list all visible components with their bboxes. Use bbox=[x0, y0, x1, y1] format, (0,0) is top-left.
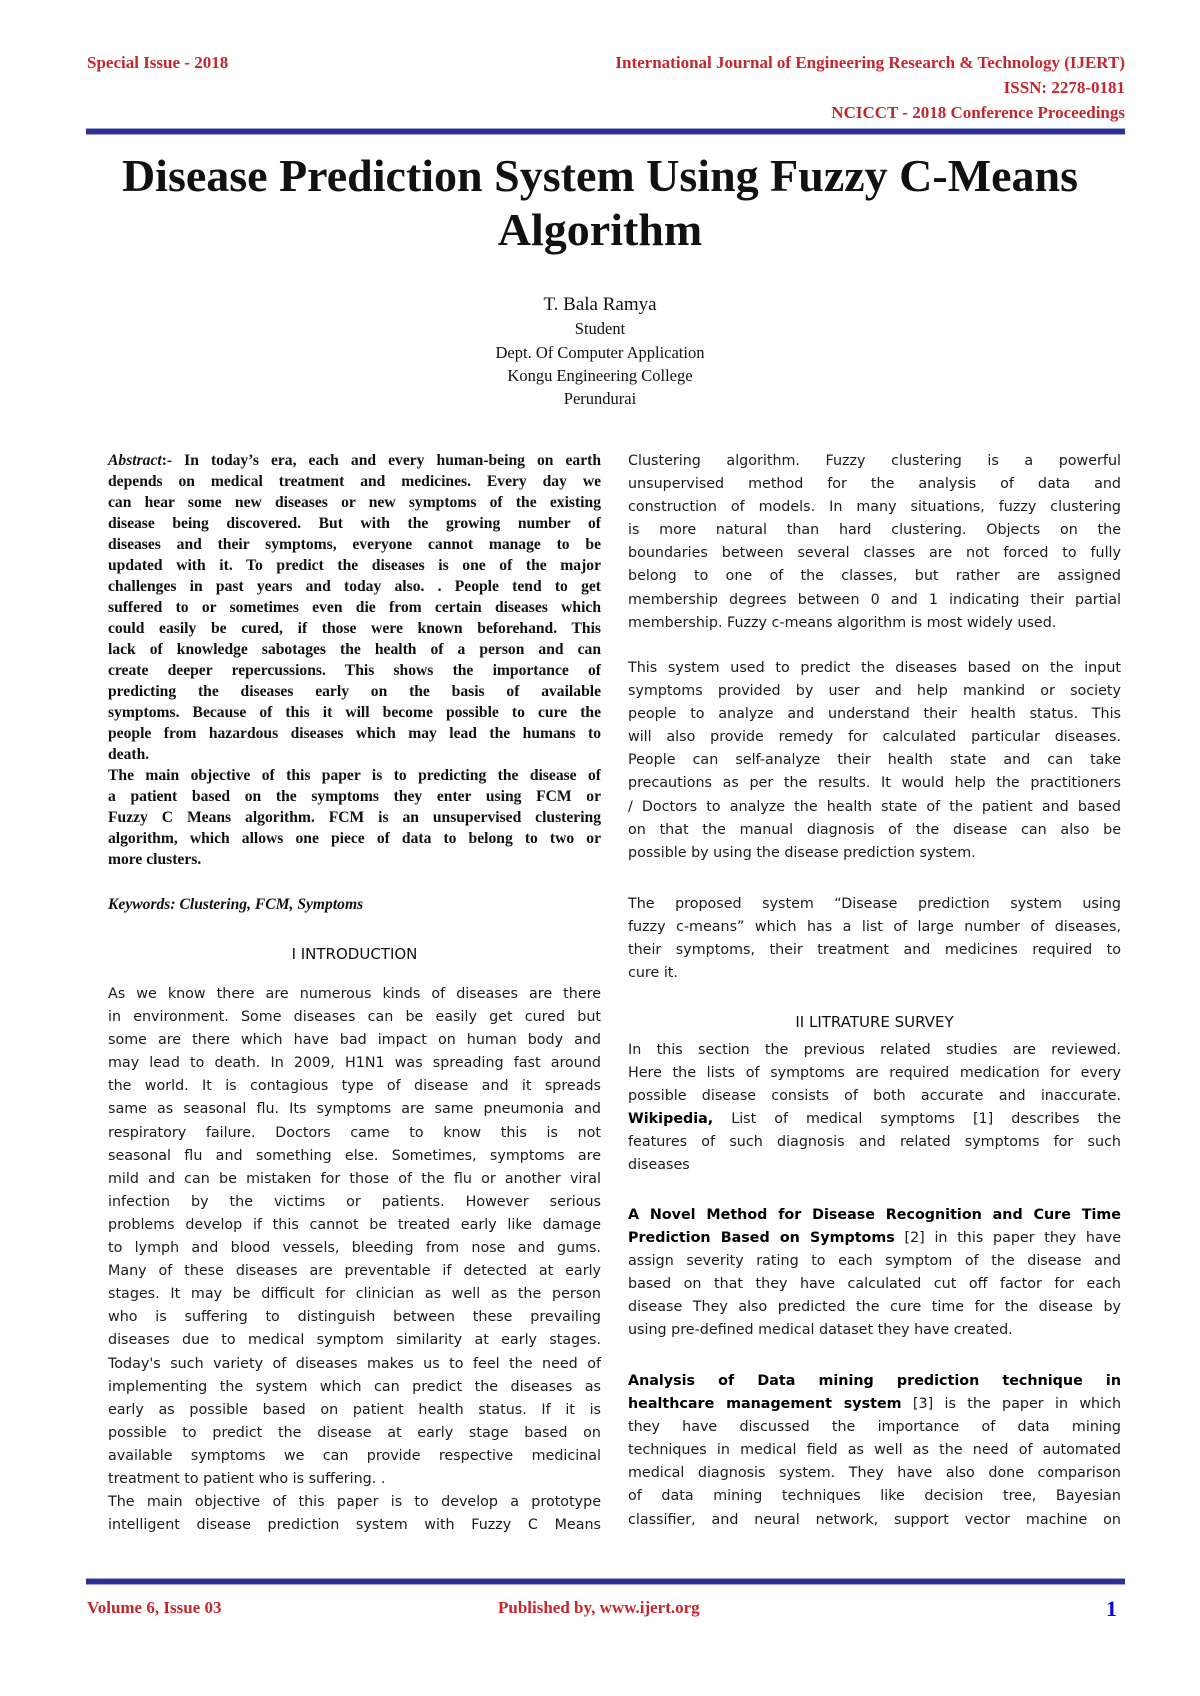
header-journal: International Journal of Engineering Research & Technology (IJERT) bbox=[615, 53, 1125, 72]
text-line: the world. It is contagious type of disease and it spreads bbox=[108, 1078, 601, 1095]
text-segment: [3] is the paper in which bbox=[901, 1396, 1122, 1413]
text-line: updated with it. To predict the diseases is one of the major bbox=[108, 557, 601, 574]
text-line: symptoms. Because of this it will become possible to cure the bbox=[108, 704, 601, 721]
text-line: medical diagnosis system. They have also done comparison bbox=[628, 1465, 1121, 1482]
footer-volume: Volume 6, Issue 03 bbox=[87, 1598, 222, 1617]
text-line: membership. Fuzzy c-means algorithm is most widely used. bbox=[628, 614, 1057, 631]
text-line: The main objective of this paper is to predicting the disease of bbox=[108, 767, 601, 784]
text-line: This system used to predict the diseases based on the input bbox=[628, 660, 1121, 676]
text-line bbox=[628, 1370, 1121, 1393]
text-line: Fuzzy C Means algorithm. FCM is an unsupervised clustering bbox=[108, 809, 601, 826]
header-divider bbox=[86, 129, 1125, 134]
text-line: they have discussed the importance of data mining bbox=[628, 1419, 1121, 1436]
text-line: could easily be cured, if those were known beforehand. This bbox=[108, 620, 601, 637]
text-line: is more natural than hard clustering. Objects on the bbox=[628, 522, 1121, 539]
text-line: cure it. bbox=[628, 965, 678, 982]
text-line bbox=[108, 450, 601, 471]
text-line bbox=[628, 1227, 1121, 1250]
text-line: to lymph and blood vessels, bleeding from nose and gums. bbox=[108, 1240, 601, 1257]
italic-text: Abstract bbox=[108, 452, 162, 469]
system-paragraph bbox=[628, 657, 1121, 865]
literature-survey-paragraph bbox=[628, 1039, 1121, 1178]
text-line: / Doctors to analyze the health state of the patient and based bbox=[628, 798, 1121, 815]
text-line: a patient based on the symptoms they enter using FCM or bbox=[108, 788, 601, 805]
text-line: respiratory failure. Doctors came to know this is not bbox=[108, 1124, 601, 1141]
bold-text: Prediction Based on Symptoms bbox=[628, 1230, 895, 1247]
text-line: disease They also predicted the cure time for the disease by bbox=[628, 1299, 1121, 1316]
paper-title-line-1: Disease Prediction System Using Fuzzy C-Means bbox=[121, 150, 1079, 201]
text-line: challenges in past years and today also. . People tend to get bbox=[108, 578, 601, 595]
text-line: treatment to patient who is suffering. . bbox=[108, 1470, 386, 1487]
text-line: based on that they have calculated cut off factor for each bbox=[628, 1276, 1121, 1293]
text-line bbox=[628, 1204, 1121, 1227]
text-line: The proposed system “Disease prediction system using bbox=[628, 896, 1121, 912]
text-line: intelligent disease prediction system with Fuzzy C Means bbox=[108, 1517, 601, 1534]
text-line: The main objective of this paper is to develop a prototype bbox=[108, 1494, 601, 1511]
text-line: using pre-defined medical dataset they have created. bbox=[628, 1322, 1013, 1339]
text-line: death. bbox=[108, 746, 150, 763]
text-line: can hear some new diseases or new symptoms of the existing bbox=[108, 494, 601, 511]
text-line bbox=[628, 1108, 1121, 1131]
text-line: precautions as per the results. It would help the practitioners bbox=[628, 775, 1121, 792]
text-line: create deeper repercussions. This shows the importance of bbox=[108, 662, 601, 679]
header-issn: ISSN: 2278-0181 bbox=[1003, 78, 1125, 97]
novel-method-paragraph bbox=[628, 1204, 1121, 1343]
text-line: suffered to or sometimes even die from certain diseases which bbox=[108, 599, 601, 616]
header-conference: NCICCT - 2018 Conference Proceedings bbox=[831, 103, 1125, 122]
proposed-system-paragraph bbox=[628, 893, 1121, 985]
text-line: more clusters. bbox=[108, 851, 202, 868]
text-line: who is suffering to distinguish between these prevailing bbox=[108, 1309, 601, 1326]
text-line: assign severity rating to each symptom of the disease and bbox=[628, 1253, 1121, 1270]
bold-text: healthcare management system bbox=[628, 1396, 902, 1413]
text-line: of data mining techniques like decision tree, Bayesian bbox=[628, 1488, 1121, 1505]
text-line: possible disease consists of both accurate and inaccurate. bbox=[628, 1088, 1121, 1105]
author-college: Kongu Engineering College bbox=[507, 366, 693, 385]
author-name: T. Bala Ramya bbox=[543, 294, 657, 315]
text-line: implementing the system which can predict the diseases as bbox=[108, 1378, 601, 1395]
header-issue: Special Issue - 2018 bbox=[87, 53, 229, 72]
text-line: seasonal flu and something else. Sometimes, symptoms are bbox=[108, 1147, 601, 1164]
text-line: mild and can be mistaken for those of the flu or another viral bbox=[108, 1170, 601, 1187]
footer-publisher: Published by, www.ijert.org bbox=[498, 1598, 700, 1617]
section-heading-introduction: I INTRODUCTION bbox=[291, 945, 418, 963]
bold-text: A Novel Method for Disease Recognition and Cure Time bbox=[628, 1207, 1121, 1223]
text-line: unsupervised method for the analysis of data and bbox=[628, 476, 1121, 493]
text-line: problems develop if this cannot be treated early like damage bbox=[108, 1216, 601, 1233]
text-line: algorithm, which allows one piece of data to belong to two or bbox=[108, 830, 601, 847]
text-line: symptoms provided by user and help mankind or society bbox=[628, 683, 1121, 700]
text-line: same as seasonal flu. Its symptoms are same pneumonia and bbox=[108, 1101, 601, 1118]
bold-text: Analysis of Data mining prediction technique in bbox=[628, 1373, 1121, 1389]
text-line: Here the lists of symptoms are required medication for every bbox=[628, 1065, 1121, 1082]
bold-text: Wikipedia, bbox=[628, 1111, 714, 1128]
text-line: disease being discovered. But with the growing number of bbox=[108, 515, 601, 532]
section-heading-literature-survey: II LITRATURE SURVEY bbox=[795, 1013, 954, 1031]
text-line: diseases bbox=[628, 1157, 690, 1174]
text-line: belong to one of the classes, but rather are assigned bbox=[628, 568, 1121, 585]
text-line: people from hazardous diseases which may lead the humans to bbox=[108, 725, 601, 742]
text-line: stages. It may be difficult for clinician as well as the person bbox=[108, 1286, 601, 1303]
text-line: will also provide remedy for calculated particular diseases. bbox=[628, 729, 1121, 746]
clustering-paragraph bbox=[628, 450, 1121, 635]
text-line: membership degrees between 0 and 1 indicating their partial bbox=[628, 591, 1121, 608]
text-line: in environment. Some diseases can be easily get cured but bbox=[108, 1009, 601, 1026]
text-line: features of such diagnosis and related symptoms for such bbox=[628, 1134, 1121, 1151]
page-number: 1 bbox=[1106, 1596, 1117, 1621]
text-line: People can self-analyze their health state and can take bbox=[628, 752, 1121, 769]
text-line: Many of these diseases are preventable if detected at early bbox=[108, 1263, 601, 1280]
text-segment: :- In today’s era, each and every human-being on earth bbox=[161, 452, 601, 469]
text-line: As we know there are numerous kinds of diseases are there bbox=[108, 986, 601, 1002]
text-line: may lead to death. In 2009, H1N1 was spreading fast around bbox=[108, 1055, 601, 1072]
text-line: lack of knowledge sabotages the health of a person and can bbox=[108, 641, 601, 658]
text-line: early as possible based on patient health status. If it is bbox=[108, 1401, 601, 1418]
text-line: possible by using the disease prediction system. bbox=[628, 844, 976, 861]
footer-divider bbox=[86, 1579, 1125, 1584]
text-segment: [2] in this paper they have bbox=[894, 1230, 1121, 1247]
text-line: predicting the diseases early on the basis of available bbox=[108, 683, 601, 700]
text-line: In this section the previous related studies are reviewed. bbox=[628, 1042, 1121, 1058]
text-line: techniques in medical field as well as the need of automated bbox=[628, 1442, 1121, 1459]
keywords: Keywords: Clustering, FCM, Symptoms bbox=[108, 896, 364, 913]
text-line: possible to predict the disease at early stage based on bbox=[108, 1424, 601, 1441]
author-city: Perundurai bbox=[563, 389, 637, 408]
text-line: available symptoms we can provide respective medicinal bbox=[108, 1447, 601, 1464]
text-line: on that the manual diagnosis of the disease can also be bbox=[628, 821, 1121, 838]
text-line: some are there which have bad impact on human body and bbox=[108, 1032, 601, 1049]
text-line: construction of models. In many situations, fuzzy clustering bbox=[628, 499, 1121, 516]
author-department: Dept. Of Computer Application bbox=[495, 343, 705, 362]
text-line: classifier, and neural network, support vector machine on bbox=[628, 1511, 1121, 1528]
introduction-text bbox=[108, 983, 601, 1537]
text-line: diseases due to medical symptom similarity at early stages. bbox=[108, 1332, 601, 1349]
text-line: boundaries between several classes are not forced to fully bbox=[628, 545, 1121, 562]
author-role: Student bbox=[574, 319, 626, 338]
text-line bbox=[628, 1393, 1121, 1416]
text-line: people to analyze and understand their health status. This bbox=[628, 706, 1121, 723]
text-line: fuzzy c-means” which has a list of large number of diseases, bbox=[628, 919, 1121, 936]
text-line: infection by the victims or patients. However serious bbox=[108, 1193, 601, 1210]
data-mining-paragraph bbox=[628, 1370, 1121, 1532]
text-line: Today's such variety of diseases makes us to feel the need of bbox=[108, 1355, 601, 1372]
paper-title-line-2: Algorithm bbox=[497, 204, 703, 255]
text-line: diseases and their symptoms, everyone cannot manage to be bbox=[108, 536, 601, 553]
text-line: their symptoms, their treatment and medicines required to bbox=[628, 942, 1121, 959]
text-line: Clustering algorithm. Fuzzy clustering is a powerful bbox=[628, 453, 1121, 469]
abstract bbox=[108, 450, 601, 870]
text-segment: List of medical symptoms [1] describes the bbox=[713, 1111, 1121, 1128]
text-line: depends on medical treatment and medicines. Every day we bbox=[108, 473, 601, 490]
